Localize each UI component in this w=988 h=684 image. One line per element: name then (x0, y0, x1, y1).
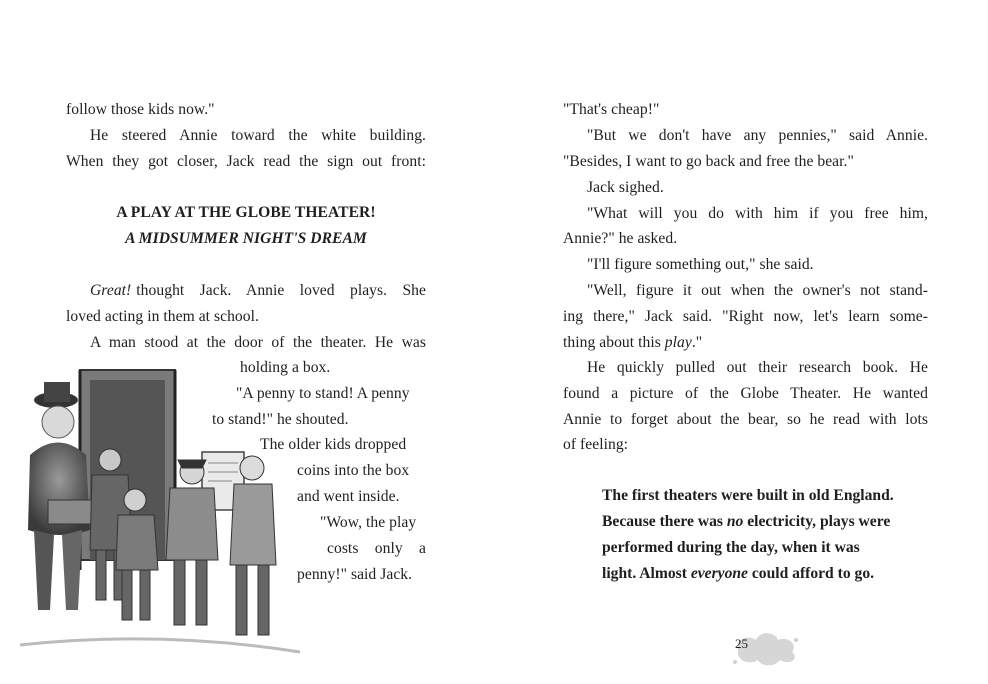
text-fragment: Because there was (602, 513, 727, 530)
text-line (90, 281, 426, 301)
text-line: loved acting in them at school. (66, 308, 259, 325)
text-line: costs only a (327, 540, 426, 557)
excerpt-line: performed during the day, when it was (602, 539, 860, 556)
excerpt-line: The first theaters were built in old England. (602, 487, 894, 504)
text-line: "A penny to stand! A penny (236, 385, 410, 402)
text-line: to stand!" he shouted. (212, 411, 349, 428)
globe-theater-doorway-illustration-icon (20, 360, 300, 660)
excerpt-line (602, 509, 928, 535)
right-page (494, 0, 988, 684)
excerpt-line (602, 561, 928, 587)
text-fragment: light. Almost (602, 565, 691, 582)
text-line: "That's cheap!" (563, 101, 660, 118)
sign-title: A PLAY AT THE GLOBE THEATER! (116, 204, 376, 221)
text-line: found a picture of the Globe Theater. He wanted (563, 385, 928, 402)
text-fragment: thought Jack. Annie loved plays. She (136, 282, 426, 299)
text-line: "What will you do with him if you free him, (587, 205, 928, 222)
emphasis-word: everyone (690, 565, 748, 582)
sign-play-name: A MIDSUMMER NIGHT'S DREAM (125, 230, 367, 247)
emphasis-word: play (664, 334, 692, 351)
text-line: coins into the box (297, 462, 410, 479)
text-line: The older kids dropped (260, 436, 407, 453)
emphasis-word: no (726, 513, 744, 530)
text-line: "But we don't have any pennies," said Annie. (587, 127, 928, 144)
text-line: "Besides, I want to go back and free the bear." (563, 153, 854, 170)
text-line (563, 333, 702, 353)
research-book-excerpt (602, 483, 928, 587)
text-line: Jack sighed. (587, 179, 664, 196)
text-line: He steered Annie toward the white building. (90, 127, 426, 144)
text-line: penny!" said Jack. (297, 566, 413, 583)
text-line: "I'll figure something out," she said. (587, 256, 814, 273)
text-line: Annie?" he asked. (563, 230, 678, 247)
text-line: of feeling: (563, 436, 629, 453)
page-number: 25 (735, 636, 748, 651)
text-fragment: electricity, plays were (743, 513, 891, 530)
text-line: He quickly pulled out their research book. He (587, 359, 928, 376)
text-line: holding a box. (240, 359, 331, 376)
text-line: ing there," Jack said. "Right now, let's learn some- (563, 308, 928, 325)
text-line: Annie to forget about the bear, so he read with lots (563, 411, 928, 428)
text-line: "Wow, the play (320, 514, 417, 531)
emphasis-word: Great! (90, 282, 132, 299)
text-fragment: ." (691, 334, 703, 351)
text-line: and went inside. (297, 488, 400, 505)
text-line: A man stood at the door of the theater. He was (90, 334, 426, 351)
text-fragment: thing about this (563, 334, 661, 351)
text-line: follow those kids now." (66, 101, 215, 118)
text-fragment: could afford to go. (747, 565, 875, 582)
text-line: "Well, figure it out when the owner's not stand- (587, 282, 928, 299)
text-line: When they got closer, Jack read the sign out front: (66, 153, 426, 170)
